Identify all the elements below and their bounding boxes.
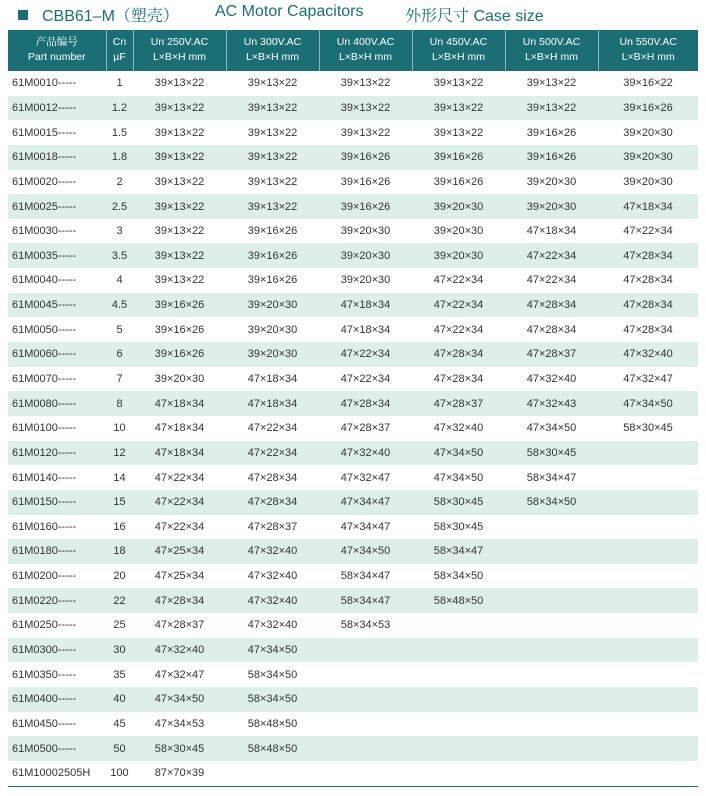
cell-un-250v: 47×18×34 <box>133 441 226 466</box>
cell-part-number: 61M0500----- <box>8 736 106 761</box>
cell-un-250v: 47×18×34 <box>133 391 226 416</box>
table-row <box>8 170 698 195</box>
cell-un-550v <box>598 687 698 712</box>
cell-un-450v <box>412 736 505 761</box>
cell-un-300v: 39×16×26 <box>247 274 298 287</box>
cell-un-550v <box>598 588 698 613</box>
column-header-un-550v <box>598 30 698 71</box>
cell-un-450v <box>412 712 505 737</box>
cell-un-550v: 47×28×34 <box>598 293 698 318</box>
column-header-line1: 产品编号 <box>35 36 78 48</box>
cell-un-450v: 47×34×50 <box>433 471 484 484</box>
cell-un-550v: 47×28×34 <box>623 274 673 287</box>
cell-un-500v: 47×32×43 <box>505 391 598 416</box>
cell-un-450v: 39×20×30 <box>433 225 484 238</box>
column-header-line1: Cn <box>112 36 127 48</box>
column-header-part-number <box>8 30 106 71</box>
cell-un-400v: 47×34×47 <box>319 490 412 515</box>
cell-un-500v: 39×16×26 <box>505 145 598 170</box>
cell-un-250v: 58×30×45 <box>133 736 226 761</box>
cell-un-300v: 39×16×26 <box>226 243 319 268</box>
cell-capacitance: 35 <box>113 668 126 681</box>
cell-un-300v: 58×34×50 <box>226 687 319 712</box>
cell-un-400v: 39×16×26 <box>319 145 412 170</box>
cell-un-500v: 39×13×22 <box>505 96 598 121</box>
column-header-line2: L×B×H mm <box>431 51 486 63</box>
table-row <box>8 662 698 687</box>
cell-un-500v: 39×20×30 <box>526 175 577 188</box>
cell-un-500v <box>505 613 598 638</box>
column-header-line1: Un 300V.AC <box>243 36 302 48</box>
cell-un-250v: 39×13×22 <box>154 126 205 139</box>
cell-un-500v: 39×16×26 <box>526 126 577 139</box>
cell-un-550v: 58×30×45 <box>623 422 673 435</box>
cell-un-450v: 47×28×34 <box>412 342 505 367</box>
cell-un-400v: 47×22×34 <box>340 373 391 385</box>
cell-un-500v: 47×22×34 <box>526 274 577 287</box>
cell-un-550v <box>598 539 698 564</box>
cell-un-550v <box>598 490 698 515</box>
cell-un-550v: 47×32×47 <box>623 373 673 385</box>
table-row <box>8 145 698 170</box>
cell-un-550v <box>598 465 698 490</box>
column-header-capacitance <box>106 30 133 71</box>
cell-capacitance: 20 <box>113 570 126 583</box>
cell-capacitance: 4.5 <box>106 293 133 318</box>
table-row <box>8 243 698 268</box>
cell-un-250v: 47×22×34 <box>133 490 226 515</box>
cell-un-250v: 47×34×50 <box>133 687 226 712</box>
cell-part-number: 61M0120----- <box>8 441 106 466</box>
cell-un-300v: 39×13×22 <box>247 175 298 188</box>
cell-un-500v: 58×34×47 <box>526 471 577 484</box>
column-header-line2: µF <box>113 51 126 63</box>
cell-un-300v: 47×28×34 <box>226 490 319 515</box>
cell-part-number: 61M0220----- <box>8 588 106 613</box>
cell-un-500v: 47×28×37 <box>505 342 598 367</box>
cell-un-250v: 47×18×34 <box>154 422 205 435</box>
cell-part-number: 61M0160----- <box>12 520 77 533</box>
cell-un-450v: 58×30×45 <box>433 520 484 533</box>
cell-un-400v: 39×20×30 <box>340 225 391 238</box>
cell-un-500v: 47×18×34 <box>526 225 577 238</box>
cell-un-300v: 47×18×34 <box>247 373 298 385</box>
cell-un-550v <box>598 736 698 761</box>
cell-un-450v <box>412 613 505 638</box>
cell-un-450v: 39×13×22 <box>433 126 484 139</box>
cell-un-250v: 47×22×34 <box>154 471 205 484</box>
cell-capacitance: 45 <box>113 717 126 730</box>
cell-un-300v: 39×13×22 <box>226 145 319 170</box>
column-header-line2: L×B×H mm <box>524 51 579 63</box>
cell-un-450v: 47×22×34 <box>433 274 484 287</box>
table-row <box>8 342 698 367</box>
cell-un-500v <box>505 564 598 589</box>
cell-capacitance: 3 <box>116 225 123 238</box>
cell-un-300v: 39×16×26 <box>247 225 298 238</box>
cell-un-250v: 47×28×34 <box>133 588 226 613</box>
column-header-line2: Part number <box>27 51 86 63</box>
cell-un-400v: 47×32×40 <box>319 441 412 466</box>
cell-un-300v: 58×34×50 <box>247 668 298 681</box>
cell-un-300v: 39×20×30 <box>247 323 298 336</box>
cell-un-500v: 39×20×30 <box>505 194 598 219</box>
cell-un-300v: 39×20×30 <box>226 342 319 367</box>
cell-un-300v: 39×13×22 <box>247 126 298 139</box>
cell-un-250v: 47×34×53 <box>154 717 205 730</box>
column-header-line2: L×B×H mm <box>152 51 207 63</box>
cell-un-450v: 39×16×26 <box>433 175 484 188</box>
cell-un-300v: 39×13×22 <box>247 77 298 90</box>
cell-un-550v: 47×22×34 <box>623 225 673 238</box>
cell-un-550v: 47×18×34 <box>598 194 698 219</box>
cell-un-450v: 47×28×34 <box>433 373 484 385</box>
cell-un-250v: 47×25×34 <box>154 570 205 583</box>
cell-part-number: 61M0015----- <box>12 126 77 139</box>
cell-un-450v: 47×34×50 <box>412 441 505 466</box>
cell-un-450v: 58×48×50 <box>412 588 505 613</box>
cell-un-400v: 39×16×26 <box>319 194 412 219</box>
cell-capacitance: 2.5 <box>106 194 133 219</box>
cell-un-400v: 58×34×47 <box>319 588 412 613</box>
cell-capacitance: 18 <box>106 539 133 564</box>
cell-un-450v: 47×32×40 <box>433 422 484 435</box>
table-row <box>8 564 698 589</box>
cell-capacitance: 8 <box>106 391 133 416</box>
cell-part-number: 61M0100----- <box>12 422 77 435</box>
cell-part-number: 61M10002505H <box>8 761 106 786</box>
cell-un-500v: 47×34×50 <box>526 422 577 435</box>
cell-capacitance: 5 <box>116 323 123 336</box>
cell-part-number: 61M0300----- <box>8 638 106 663</box>
table-row <box>8 761 698 786</box>
cell-capacitance: 3.5 <box>106 243 133 268</box>
cell-un-400v: 58×34×53 <box>340 619 391 632</box>
table-row <box>8 120 698 145</box>
cell-capacitance: 15 <box>106 490 133 515</box>
cell-part-number: 61M0400----- <box>8 687 106 712</box>
cell-un-500v <box>505 638 598 663</box>
product-title: AC Motor Capacitors <box>215 3 364 20</box>
cell-capacitance: 14 <box>113 471 126 484</box>
table-row <box>8 416 698 441</box>
column-header-un-250v <box>133 30 226 71</box>
cell-un-550v: 39×20×30 <box>623 126 673 139</box>
cell-un-250v: 39×13×22 <box>133 243 226 268</box>
cell-un-250v: 39×13×22 <box>154 175 205 188</box>
cell-un-450v: 47×22×34 <box>412 293 505 318</box>
cell-un-450v <box>412 687 505 712</box>
cell-capacitance: 50 <box>106 736 133 761</box>
cell-un-550v <box>598 712 698 737</box>
cell-un-400v: 39×13×22 <box>340 126 391 139</box>
cell-un-250v: 47×28×37 <box>154 619 205 632</box>
title-bar <box>0 0 706 28</box>
table-row <box>8 71 698 96</box>
cell-un-500v: 58×34×50 <box>505 490 598 515</box>
column-header-line1: Un 450V.AC <box>429 36 488 48</box>
cell-capacitance: 1.2 <box>106 96 133 121</box>
cell-un-300v: 39×13×22 <box>226 194 319 219</box>
cell-capacitance: 6 <box>106 342 133 367</box>
cell-capacitance: 100 <box>106 761 133 786</box>
cell-un-400v: 39×13×22 <box>340 77 391 90</box>
cell-capacitance: 25 <box>113 619 126 632</box>
cell-un-400v <box>319 761 412 786</box>
table-row <box>8 712 698 737</box>
cell-un-550v <box>598 761 698 786</box>
cell-un-250v: 39×13×22 <box>133 145 226 170</box>
column-header-un-500v <box>505 30 598 71</box>
table-row <box>8 638 698 663</box>
cell-un-400v: 47×28×34 <box>319 391 412 416</box>
column-header-un-450v <box>412 30 505 71</box>
cell-un-500v: 47×28×34 <box>526 323 577 336</box>
cell-part-number: 61M0045----- <box>8 293 106 318</box>
cell-un-500v: 47×22×34 <box>505 243 598 268</box>
cell-un-250v: 39×16×26 <box>133 293 226 318</box>
cell-un-450v <box>412 662 505 687</box>
cell-capacitance: 16 <box>113 520 126 533</box>
cell-capacitance: 12 <box>106 441 133 466</box>
cell-un-300v <box>226 761 319 786</box>
cell-un-250v: 47×32×47 <box>154 668 205 681</box>
cell-un-250v: 87×70×39 <box>133 761 226 786</box>
cell-un-300v: 47×32×40 <box>247 619 298 632</box>
cell-capacitance: 10 <box>113 422 126 435</box>
cell-un-250v: 39×20×30 <box>154 373 205 385</box>
cell-un-300v: 58×48×50 <box>226 736 319 761</box>
cell-capacitance: 1.8 <box>106 145 133 170</box>
cell-un-400v: 47×34×47 <box>340 520 391 533</box>
case-size-table <box>8 30 698 787</box>
cell-un-450v: 47×28×37 <box>412 391 505 416</box>
cell-un-250v: 47×22×34 <box>154 520 205 533</box>
table-row <box>8 539 698 564</box>
cell-un-550v <box>598 662 698 687</box>
cell-un-300v: 39×13×22 <box>226 96 319 121</box>
cell-un-250v: 39×16×26 <box>154 323 205 336</box>
cell-un-400v: 47×18×34 <box>340 323 391 336</box>
cell-un-250v: 39×13×22 <box>154 274 205 287</box>
cell-un-400v <box>319 638 412 663</box>
cell-part-number: 61M0060----- <box>8 342 106 367</box>
cell-capacitance: 22 <box>106 588 133 613</box>
cell-part-number: 61M0080----- <box>8 391 106 416</box>
column-header-un-300v <box>226 30 319 71</box>
cell-un-500v <box>505 687 598 712</box>
table-row <box>8 687 698 712</box>
cell-part-number: 61M0035----- <box>8 243 106 268</box>
cell-un-450v: 58×34×47 <box>412 539 505 564</box>
cell-part-number: 61M0025----- <box>8 194 106 219</box>
cell-part-number: 61M0040----- <box>12 274 77 287</box>
cell-un-450v <box>412 638 505 663</box>
table-row <box>8 317 698 342</box>
cell-un-550v: 47×28×34 <box>598 243 698 268</box>
cell-part-number: 61M0010----- <box>12 77 77 90</box>
cell-un-550v: 47×34×50 <box>598 391 698 416</box>
square-bullet-icon <box>18 10 28 20</box>
cell-un-450v: 39×20×30 <box>412 243 505 268</box>
column-header-line1: Un 400V.AC <box>336 36 395 48</box>
cell-un-500v <box>505 761 598 786</box>
cell-part-number: 61M0200----- <box>12 570 77 583</box>
cell-un-300v: 47×34×50 <box>226 638 319 663</box>
cell-part-number: 61M0020----- <box>12 175 77 188</box>
cell-part-number: 61M0250----- <box>12 619 77 632</box>
cell-un-400v: 47×22×34 <box>319 342 412 367</box>
column-header-line1: Un 250V.AC <box>150 36 209 48</box>
cell-un-250v: 39×16×26 <box>133 342 226 367</box>
cell-un-300v: 47×32×40 <box>226 539 319 564</box>
cell-un-300v: 47×28×34 <box>247 471 298 484</box>
cell-part-number: 61M0180----- <box>8 539 106 564</box>
cell-un-300v: 47×18×34 <box>226 391 319 416</box>
cell-un-550v: 47×28×34 <box>623 323 673 336</box>
cell-un-450v: 58×34×50 <box>433 570 484 583</box>
cell-un-400v: 47×18×34 <box>319 293 412 318</box>
cell-un-500v <box>505 662 598 687</box>
cell-un-550v <box>598 613 698 638</box>
cell-un-250v: 39×13×22 <box>133 96 226 121</box>
cell-un-550v: 39×16×22 <box>623 77 673 90</box>
cell-un-400v: 47×34×50 <box>319 539 412 564</box>
cell-capacitance: 1.5 <box>111 126 128 139</box>
table-row <box>8 588 698 613</box>
cell-un-400v <box>319 687 412 712</box>
cell-un-300v: 39×20×30 <box>226 293 319 318</box>
cell-un-500v: 39×13×22 <box>526 77 577 90</box>
cell-un-400v: 58×34×47 <box>340 570 391 583</box>
column-header-line1: Un 550V.AC <box>619 36 677 48</box>
cell-un-400v: 39×13×22 <box>319 96 412 121</box>
cell-un-400v <box>319 736 412 761</box>
table-row <box>8 613 698 638</box>
cell-un-450v: 39×13×22 <box>412 96 505 121</box>
cell-un-400v: 47×28×37 <box>340 422 391 435</box>
cell-un-500v: 47×32×40 <box>526 373 577 385</box>
cell-part-number: 61M0012----- <box>8 96 106 121</box>
table-row <box>8 219 698 244</box>
cell-part-number: 61M0150----- <box>8 490 106 515</box>
cell-un-550v: 47×32×40 <box>598 342 698 367</box>
cell-un-250v: 47×25×34 <box>133 539 226 564</box>
table-row <box>8 293 698 318</box>
cell-un-450v <box>412 761 505 786</box>
table-row <box>8 515 698 540</box>
cell-un-400v: 39×20×30 <box>340 274 391 287</box>
cell-capacitance: 2 <box>116 175 123 188</box>
cell-un-300v: 58×48×50 <box>247 717 298 730</box>
cell-un-550v: 39×20×30 <box>598 145 698 170</box>
cell-capacitance: 30 <box>106 638 133 663</box>
cell-capacitance: 40 <box>106 687 133 712</box>
cell-un-500v <box>505 712 598 737</box>
cell-un-300v: 47×32×40 <box>226 588 319 613</box>
table-row <box>8 268 698 293</box>
cell-un-550v <box>598 515 698 540</box>
table-header <box>8 30 698 71</box>
cell-part-number: 61M0070----- <box>12 373 77 385</box>
column-header-line2: L×B×H mm <box>245 51 300 63</box>
section-title: 外形尺寸 Case size <box>405 8 544 25</box>
cell-capacitance: 4 <box>116 274 123 287</box>
cell-un-300v: 47×28×37 <box>247 520 298 533</box>
cell-un-450v: 39×13×22 <box>433 77 484 90</box>
cell-un-500v: 47×28×34 <box>505 293 598 318</box>
cell-un-250v: 39×13×22 <box>154 225 205 238</box>
cell-part-number: 61M0140----- <box>12 471 77 484</box>
table-row <box>8 736 698 761</box>
table-row <box>8 441 698 466</box>
cell-un-250v: 39×13×22 <box>154 77 205 90</box>
cell-un-450v: 47×22×34 <box>433 323 484 336</box>
cell-un-400v: 39×16×26 <box>340 175 391 188</box>
cell-un-500v <box>505 588 598 613</box>
cell-un-400v <box>319 662 412 687</box>
cell-un-450v: 58×30×45 <box>412 490 505 515</box>
cell-un-400v <box>319 712 412 737</box>
cell-un-500v: 58×30×45 <box>505 441 598 466</box>
table-row <box>8 194 698 219</box>
cell-part-number: 61M0050----- <box>12 323 77 336</box>
column-header-un-400v <box>319 30 412 71</box>
column-header-line2: L×B×H mm <box>338 51 393 63</box>
cell-un-500v <box>505 736 598 761</box>
table-row <box>8 391 698 416</box>
table-row <box>8 367 698 392</box>
cell-un-450v: 39×16×26 <box>412 145 505 170</box>
cell-un-550v: 39×16×26 <box>598 96 698 121</box>
cell-part-number: 61M0018----- <box>8 145 106 170</box>
cell-un-550v <box>598 564 698 589</box>
column-header-line1: Un 500V.AC <box>522 36 581 48</box>
header-row <box>8 30 698 71</box>
cell-un-550v: 39×20×30 <box>623 175 673 188</box>
cell-un-300v: 47×32×40 <box>247 570 298 583</box>
cell-part-number: 61M0030----- <box>12 225 77 238</box>
cell-part-number: 61M0450----- <box>12 717 77 730</box>
table-row <box>8 96 698 121</box>
cell-un-250v: 47×32×40 <box>133 638 226 663</box>
table-row <box>8 465 698 490</box>
cell-un-550v <box>598 441 698 466</box>
cell-part-number: 61M0350----- <box>12 668 77 681</box>
cell-un-500v <box>505 539 598 564</box>
series-title: CBB61–M（塑壳） <box>42 8 179 25</box>
table-body <box>8 71 698 786</box>
cell-capacitance: 7 <box>116 373 123 385</box>
cell-capacitance: 1 <box>116 77 123 90</box>
cell-un-300v: 47×22×34 <box>226 441 319 466</box>
cell-un-450v: 39×20×30 <box>412 194 505 219</box>
cell-un-250v: 39×13×22 <box>133 194 226 219</box>
table-row <box>8 490 698 515</box>
cell-un-550v <box>598 638 698 663</box>
cell-un-500v <box>505 515 598 540</box>
cell-un-400v: 39×20×30 <box>319 243 412 268</box>
cell-un-300v: 47×22×34 <box>247 422 298 435</box>
cell-un-400v: 47×32×47 <box>340 471 391 484</box>
column-header-line2: L×B×H mm <box>621 51 675 63</box>
